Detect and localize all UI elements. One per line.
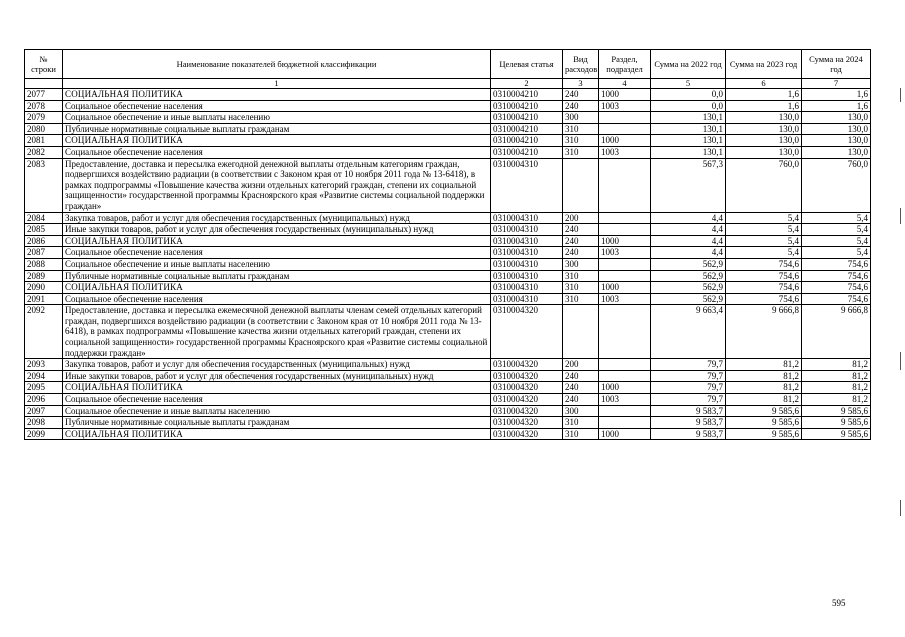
section-code: 1000	[599, 428, 651, 440]
sum-2024: 754,6	[802, 258, 871, 270]
row-number: 2077	[25, 89, 63, 101]
expense-type: 310	[563, 270, 599, 282]
sum-2022: 79,7	[651, 370, 726, 382]
section-code: 1000	[599, 382, 651, 394]
row-number: 2096	[25, 394, 63, 406]
row-number: 2092	[25, 305, 63, 359]
section-code	[599, 258, 651, 270]
indicator-name: Социальное обеспечение населения	[63, 247, 491, 259]
column-number: 3	[563, 79, 599, 89]
sum-2023: 9 585,6	[726, 405, 802, 417]
expense-type: 240	[563, 370, 599, 382]
sum-2022: 0,0	[651, 100, 726, 112]
sum-2023: 130,0	[726, 146, 802, 158]
table-row	[25, 158, 871, 212]
indicator-name: Социальное обеспечение населения	[63, 394, 491, 406]
sum-2022: 562,9	[651, 293, 726, 305]
expense-type: 310	[563, 135, 599, 147]
indicator-name: Публичные нормативные социальные выплаты гражданам	[63, 123, 491, 135]
table-row	[25, 370, 871, 382]
row-number: 2087	[25, 247, 63, 259]
expense-type	[563, 305, 599, 359]
target-article: 0310004310	[491, 247, 563, 259]
indicator-name: Социальное обеспечение и иные выплаты населению	[63, 112, 491, 124]
sum-2022: 9 583,7	[651, 428, 726, 440]
section-code: 1000	[599, 135, 651, 147]
indicator-name: СОЦИАЛЬНАЯ ПОЛИТИКА	[63, 235, 491, 247]
expense-type: 310	[563, 428, 599, 440]
row-number: 2094	[25, 370, 63, 382]
expense-type: 300	[563, 405, 599, 417]
sum-2024: 5,4	[802, 247, 871, 259]
target-article: 0310004210	[491, 100, 563, 112]
target-article: 0310004320	[491, 417, 563, 429]
expense-type: 310	[563, 282, 599, 294]
row-number: 2088	[25, 258, 63, 270]
sum-2022: 130,1	[651, 123, 726, 135]
section-code: 1000	[599, 235, 651, 247]
sum-2022: 79,7	[651, 359, 726, 371]
expense-type: 310	[563, 417, 599, 429]
sum-2023: 5,4	[726, 224, 802, 236]
sum-2023: 81,2	[726, 359, 802, 371]
table-row	[25, 247, 871, 259]
row-number: 2080	[25, 123, 63, 135]
sum-2024: 5,4	[802, 212, 871, 224]
expense-type: 310	[563, 293, 599, 305]
sum-2022: 79,7	[651, 382, 726, 394]
row-number: 2082	[25, 146, 63, 158]
indicator-name: СОЦИАЛЬНАЯ ПОЛИТИКА	[63, 428, 491, 440]
expense-type: 240	[563, 394, 599, 406]
target-article: 0310004320	[491, 394, 563, 406]
target-article: 0310004320	[491, 370, 563, 382]
target-article: 0310004210	[491, 123, 563, 135]
row-number: 2097	[25, 405, 63, 417]
section-code	[599, 224, 651, 236]
expense-type: 310	[563, 146, 599, 158]
sum-2022: 562,9	[651, 258, 726, 270]
page-number: 595	[832, 598, 846, 608]
row-number: 2086	[25, 235, 63, 247]
column-number: 2	[491, 79, 563, 89]
table-row	[25, 224, 871, 236]
column-number	[25, 79, 63, 89]
section-code	[599, 270, 651, 282]
sum-2024: 130,0	[802, 146, 871, 158]
indicator-name: Иные закупки товаров, работ и услуг для обеспечения государственных (муниципальных) нужд	[63, 370, 491, 382]
sum-2024: 5,4	[802, 235, 871, 247]
indicator-name: Предоставление, доставка и пересылка ежемесячной денежной выплаты членам семей отдельных категорий граждан, подвергшихся воздействию радиации (в соответствии с Законом края от 10 ноября 2011 года № 13-6418), в рамках подпрограммы «Повышение качества жизни отдельных категорий граждан, степени их социальной защищенности» государственной программы Красноярского края «Развитие системы социальной поддержки граждан»	[63, 305, 491, 359]
target-article: 0310004310	[491, 235, 563, 247]
table-header-row	[25, 50, 871, 79]
sum-2023: 9 585,6	[726, 417, 802, 429]
target-article: 0310004310	[491, 224, 563, 236]
sum-2023: 5,4	[726, 247, 802, 259]
row-number: 2081	[25, 135, 63, 147]
sum-2022: 9 663,4	[651, 305, 726, 359]
indicator-name: Социальное обеспечение и иные выплаты населению	[63, 258, 491, 270]
sum-2024: 1,6	[802, 100, 871, 112]
table-row	[25, 100, 871, 112]
target-article: 0310004210	[491, 135, 563, 147]
expense-type: 200	[563, 359, 599, 371]
indicator-name: СОЦИАЛЬНАЯ ПОЛИТИКА	[63, 135, 491, 147]
sum-2023: 130,0	[726, 135, 802, 147]
target-article: 0310004210	[491, 146, 563, 158]
target-article: 0310004210	[491, 89, 563, 101]
row-number: 2078	[25, 100, 63, 112]
expense-type: 240	[563, 382, 599, 394]
sum-2022: 9 583,7	[651, 405, 726, 417]
budget-table	[24, 49, 871, 440]
sum-2022: 0,0	[651, 89, 726, 101]
sum-2024: 130,0	[802, 135, 871, 147]
header-expense-type: Вид расходов	[563, 50, 599, 79]
row-number: 2079	[25, 112, 63, 124]
expense-type: 310	[563, 123, 599, 135]
section-code: 1000	[599, 89, 651, 101]
table-row	[25, 417, 871, 429]
sum-2022: 4,4	[651, 224, 726, 236]
column-number: 1	[63, 79, 491, 89]
section-code	[599, 359, 651, 371]
target-article: 0310004310	[491, 158, 563, 212]
table-row	[25, 235, 871, 247]
sum-2024: 760,0	[802, 158, 871, 212]
section-code	[599, 112, 651, 124]
section-code: 1003	[599, 394, 651, 406]
expense-type: 200	[563, 212, 599, 224]
expense-type: 240	[563, 235, 599, 247]
table-row	[25, 270, 871, 282]
section-code	[599, 158, 651, 212]
table-row	[25, 428, 871, 440]
row-number: 2091	[25, 293, 63, 305]
scan-edge-mark	[900, 208, 901, 224]
section-code	[599, 370, 651, 382]
sum-2024: 9 666,8	[802, 305, 871, 359]
sum-2024: 9 585,6	[802, 428, 871, 440]
section-code	[599, 305, 651, 359]
sum-2024: 754,6	[802, 293, 871, 305]
table-row	[25, 359, 871, 371]
row-number: 2099	[25, 428, 63, 440]
section-code	[599, 123, 651, 135]
expense-type: 240	[563, 89, 599, 101]
sum-2022: 79,7	[651, 394, 726, 406]
scan-edge-mark	[900, 88, 901, 102]
sum-2023: 5,4	[726, 235, 802, 247]
expense-type: 240	[563, 100, 599, 112]
sum-2024: 81,2	[802, 394, 871, 406]
target-article: 0310004310	[491, 212, 563, 224]
table-row	[25, 146, 871, 158]
target-article: 0310004320	[491, 359, 563, 371]
header-sum-2023: Сумма на 2023 год	[726, 50, 802, 79]
sum-2024: 9 585,6	[802, 405, 871, 417]
sum-2023: 754,6	[726, 282, 802, 294]
expense-type: 240	[563, 224, 599, 236]
section-code	[599, 405, 651, 417]
sum-2022: 4,4	[651, 212, 726, 224]
header-section: Раздел, подраздел	[599, 50, 651, 79]
indicator-name: Социальное обеспечение и иные выплаты населению	[63, 405, 491, 417]
table-body	[25, 89, 871, 440]
section-code: 1003	[599, 100, 651, 112]
column-numbers-row	[25, 79, 871, 89]
scan-edge-mark	[900, 500, 901, 516]
column-number: 7	[802, 79, 871, 89]
indicator-name: Предоставление, доставка и пересылка ежегодной денежной выплаты отдельным категориям граждан, подвергшихся воздействию радиации (в соответствии с Законом края от 10 ноября 2011 года № 13-6418), в рамках подпрограммы «Повышение качества жизни отдельных категорий граждан, степени их социальной защищенности» государственной программы Красноярского края «Развитие системы социальной поддержки граждан»	[63, 158, 491, 212]
sum-2023: 130,0	[726, 112, 802, 124]
sum-2023: 5,4	[726, 212, 802, 224]
section-code: 1003	[599, 146, 651, 158]
header-row-number: № строки	[25, 50, 63, 79]
sum-2022: 4,4	[651, 247, 726, 259]
sum-2023: 81,2	[726, 382, 802, 394]
indicator-name: Социальное обеспечение населения	[63, 293, 491, 305]
row-number: 2085	[25, 224, 63, 236]
table-row	[25, 212, 871, 224]
sum-2022: 4,4	[651, 235, 726, 247]
target-article: 0310004320	[491, 428, 563, 440]
expense-type: 240	[563, 247, 599, 259]
section-code: 1000	[599, 282, 651, 294]
row-number: 2083	[25, 158, 63, 212]
indicator-name: Публичные нормативные социальные выплаты гражданам	[63, 417, 491, 429]
target-article: 0310004310	[491, 282, 563, 294]
indicator-name: Социальное обеспечение населения	[63, 146, 491, 158]
table-row	[25, 282, 871, 294]
indicator-name: Иные закупки товаров, работ и услуг для обеспечения государственных (муниципальных) нужд	[63, 224, 491, 236]
sum-2022: 562,9	[651, 282, 726, 294]
header-target-article: Целевая статья	[491, 50, 563, 79]
expense-type: 300	[563, 258, 599, 270]
row-number: 2095	[25, 382, 63, 394]
indicator-name: СОЦИАЛЬНАЯ ПОЛИТИКА	[63, 89, 491, 101]
sum-2023: 81,2	[726, 370, 802, 382]
sum-2022: 130,1	[651, 146, 726, 158]
target-article: 0310004210	[491, 112, 563, 124]
expense-type: 300	[563, 112, 599, 124]
sum-2023: 760,0	[726, 158, 802, 212]
table-row	[25, 112, 871, 124]
column-number: 5	[651, 79, 726, 89]
table-row	[25, 258, 871, 270]
sum-2023: 1,6	[726, 100, 802, 112]
table-row	[25, 305, 871, 359]
table-row	[25, 382, 871, 394]
column-number: 6	[726, 79, 802, 89]
sum-2023: 754,6	[726, 270, 802, 282]
sum-2023: 130,0	[726, 123, 802, 135]
sum-2023: 754,6	[726, 258, 802, 270]
sum-2024: 130,0	[802, 123, 871, 135]
sum-2022: 9 583,7	[651, 417, 726, 429]
target-article: 0310004320	[491, 305, 563, 359]
row-number: 2084	[25, 212, 63, 224]
row-number: 2090	[25, 282, 63, 294]
sum-2022: 130,1	[651, 135, 726, 147]
sum-2022: 567,3	[651, 158, 726, 212]
indicator-name: СОЦИАЛЬНАЯ ПОЛИТИКА	[63, 282, 491, 294]
sum-2024: 754,6	[802, 270, 871, 282]
target-article: 0310004320	[491, 382, 563, 394]
target-article: 0310004320	[491, 405, 563, 417]
section-code: 1003	[599, 247, 651, 259]
sum-2024: 1,6	[802, 89, 871, 101]
indicator-name: Социальное обеспечение населения	[63, 100, 491, 112]
sum-2022: 130,1	[651, 112, 726, 124]
target-article: 0310004310	[491, 293, 563, 305]
indicator-name: Закупка товаров, работ и услуг для обеспечения государственных (муниципальных) нужд	[63, 212, 491, 224]
table-row	[25, 293, 871, 305]
expense-type	[563, 158, 599, 212]
table-row	[25, 123, 871, 135]
table-row	[25, 135, 871, 147]
table-row	[25, 89, 871, 101]
header-sum-2022: Сумма на 2022 год	[651, 50, 726, 79]
indicator-name: СОЦИАЛЬНАЯ ПОЛИТИКА	[63, 382, 491, 394]
sum-2024: 81,2	[802, 359, 871, 371]
sum-2024: 5,4	[802, 224, 871, 236]
budget-table-page	[24, 49, 870, 440]
sum-2022: 562,9	[651, 270, 726, 282]
sum-2024: 130,0	[802, 112, 871, 124]
section-code	[599, 212, 651, 224]
indicator-name: Публичные нормативные социальные выплаты гражданам	[63, 270, 491, 282]
indicator-name: Закупка товаров, работ и услуг для обеспечения государственных (муниципальных) нужд	[63, 359, 491, 371]
header-indicator-name: Наименование показателей бюджетной классификации	[63, 50, 491, 79]
section-code	[599, 417, 651, 429]
target-article: 0310004310	[491, 258, 563, 270]
header-sum-2024: Сумма на 2024 год	[802, 50, 871, 79]
sum-2023: 9 666,8	[726, 305, 802, 359]
column-number: 4	[599, 79, 651, 89]
row-number: 2089	[25, 270, 63, 282]
table-row	[25, 405, 871, 417]
sum-2024: 81,2	[802, 382, 871, 394]
target-article: 0310004310	[491, 270, 563, 282]
row-number: 2098	[25, 417, 63, 429]
section-code: 1003	[599, 293, 651, 305]
scan-edge-mark	[900, 352, 901, 370]
sum-2023: 1,6	[726, 89, 802, 101]
row-number: 2093	[25, 359, 63, 371]
sum-2023: 754,6	[726, 293, 802, 305]
sum-2023: 81,2	[726, 394, 802, 406]
table-row	[25, 394, 871, 406]
sum-2024: 9 585,6	[802, 417, 871, 429]
sum-2023: 9 585,6	[726, 428, 802, 440]
sum-2024: 81,2	[802, 370, 871, 382]
sum-2024: 754,6	[802, 282, 871, 294]
